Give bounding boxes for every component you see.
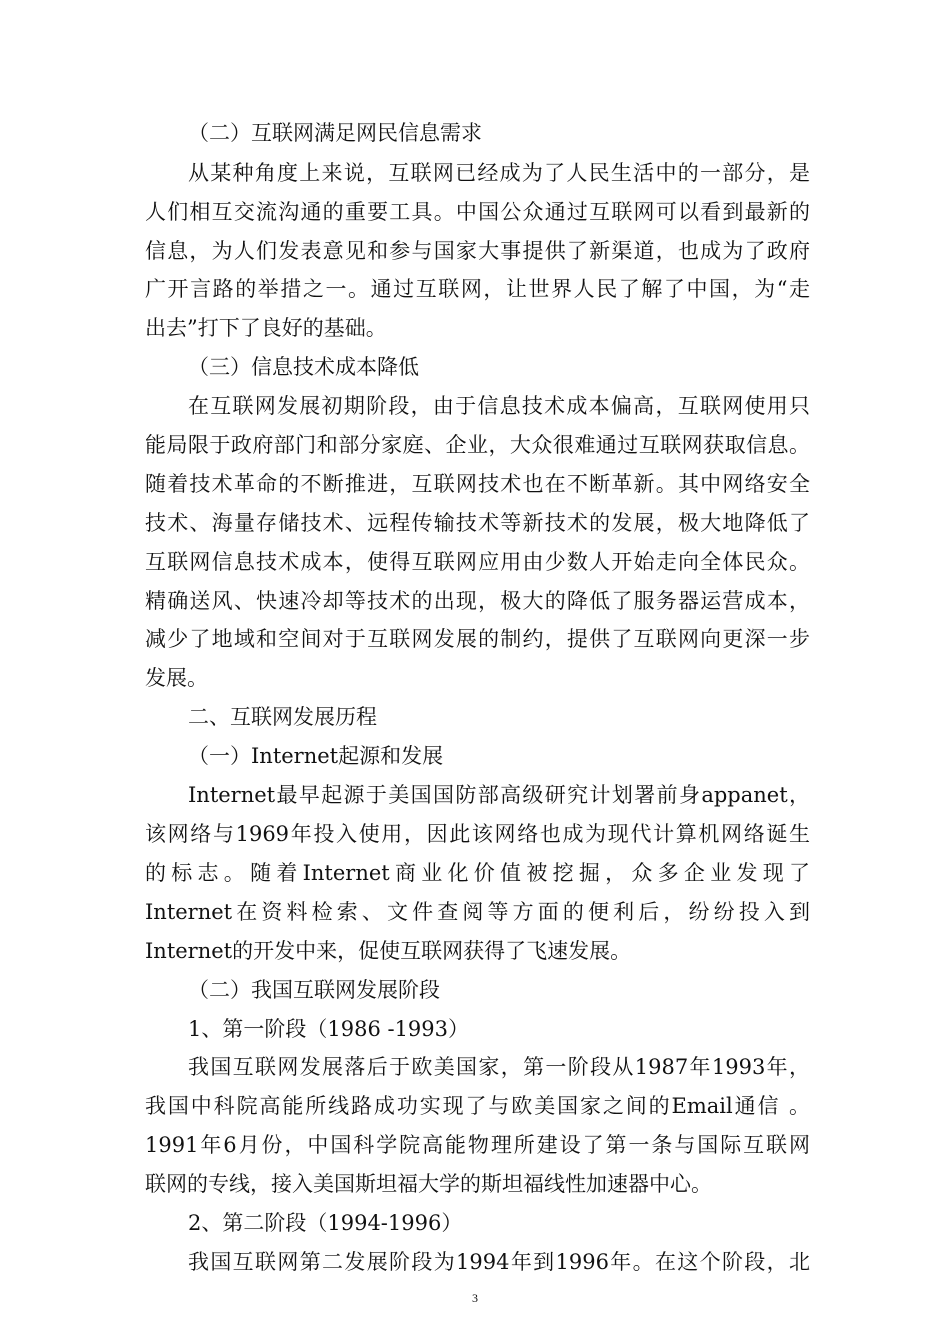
stage-heading-first: 1、第一阶段（1986 -1993） xyxy=(188,1017,470,1041)
paragraph-line: 能局限于政府部门和部分家庭、企业，大众很难通过互联网获取信息。 xyxy=(145,433,810,457)
paragraph-line: 1991年6月份，中国科学院高能物理所建设了第一条与国际互联网 xyxy=(145,1133,810,1157)
subheading-china-internet-stages: （二）我国互联网发展阶段 xyxy=(188,978,440,1002)
paragraph-line: 人们相互交流沟通的重要工具。中国公众通过互联网可以看到最新的 xyxy=(145,200,810,224)
paragraph-line: 发展。 xyxy=(145,666,208,690)
paragraph-line: 出去”打下了良好的基础。 xyxy=(145,316,387,340)
subheading-info-tech-cost: （三）信息技术成本降低 xyxy=(188,355,419,379)
subheading-internet-meets-info-needs: （二）互联网满足网民信息需求 xyxy=(188,121,482,145)
paragraph-line: 的标志。随着Internet商业化价值被挖掘，众多企业发现了 xyxy=(145,861,810,885)
paragraph-line: 在互联网发展初期阶段，由于信息技术成本偏高，互联网使用只 xyxy=(188,394,810,418)
paragraph-line: 我国互联网发展落后于欧美国家，第一阶段从1987年1993年， xyxy=(188,1055,810,1079)
paragraph-line: Internet在资料检索、文件查阅等方面的便利后，纷纷投入到 xyxy=(145,900,810,924)
paragraph-line: 随着技术革命的不断推进，互联网技术也在不断革新。其中网络安全 xyxy=(145,472,810,496)
paragraph-line: 我国中科院高能所线路成功实现了与欧美国家之间的Email通信 。 xyxy=(145,1094,810,1118)
paragraph-line: 从某种角度上来说，互联网已经成为了人民生活中的一部分，是 xyxy=(188,161,810,185)
paragraph-line: 联网的专线，接入美国斯坦福大学的斯坦福线性加速器中心。 xyxy=(145,1172,712,1196)
paragraph-line: 互联网信息技术成本，使得互联网应用由少数人开始走向全体民众。 xyxy=(145,550,810,574)
subheading-internet-origin: （一）Internet起源和发展 xyxy=(188,744,444,768)
paragraph-line: 技术、海量存储技术、远程传输技术等新技术的发展，极大地降低了 xyxy=(145,511,810,535)
paragraph-line: 减少了地域和空间对于互联网发展的制约，提供了互联网向更深一步 xyxy=(145,627,810,651)
stage-heading-second: 2、第二阶段（1994-1996） xyxy=(188,1211,463,1235)
paragraph-line: 广开言路的举措之一。通过互联网，让世界人民了解了中国，为“走 xyxy=(145,277,810,301)
section-heading-internet-history: 二、互联网发展历程 xyxy=(188,705,377,729)
paragraph-line: 该网络与1969年投入使用，因此该网络也成为现代计算机网络诞生 xyxy=(145,822,810,846)
paragraph-line: 精确送风、快速冷却等技术的出现，极大的降低了服务器运营成本， xyxy=(145,589,810,613)
paragraph-line: 我国互联网第二发展阶段为1994年到1996年。在这个阶段，北 xyxy=(188,1250,810,1274)
paragraph-line: 信息，为人们发表意见和参与国家大事提供了新渠道，也成为了政府 xyxy=(145,239,810,263)
paragraph-line: Internet最早起源于美国国防部高级研究计划署前身appanet， xyxy=(188,783,810,807)
paragraph-line: Internet的开发中来，促使互联网获得了飞速发展。 xyxy=(145,939,632,963)
page-number: 3 xyxy=(472,1291,478,1305)
